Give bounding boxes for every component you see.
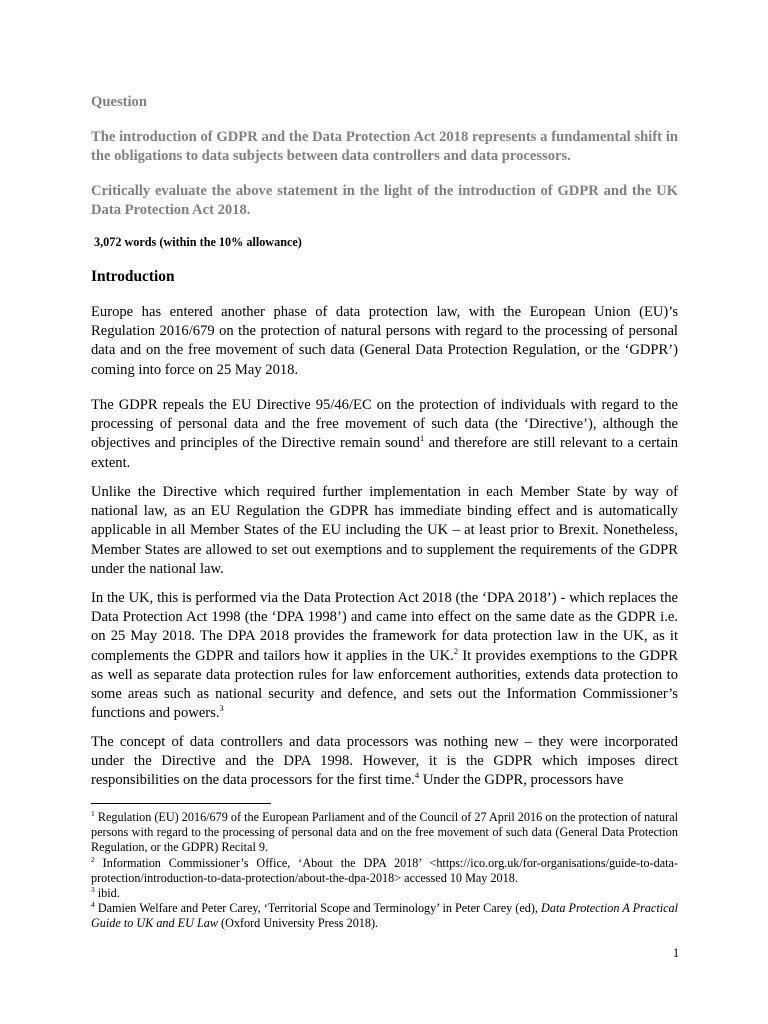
paragraph-2-text-a: The GDPR repeals the EU Directive 95/46/EC on the protection of individuals with regard to the processing of personal data and the free movement of such data (the ‘Directive’), although the objectives and principles of the Directive remain sound — [91, 397, 678, 452]
footnote-3-text: ibid. — [94, 886, 120, 901]
paragraph-2-text-b: and therefore are still relevant to a certain extent. — [91, 435, 678, 471]
footnote-4-book-title: Data Protection A Practical Guide to UK and EU Law — [91, 901, 678, 931]
paragraph-5-text-b: Under the GDPR, processors have — [419, 772, 624, 789]
footnote-ref-4[interactable]: 4 — [414, 770, 420, 781]
footnote-2-text: Information Commissioner’s Office, ‘About the DPA 2018’ <https://ico.org.uk/for-organisations/guide-to-data-protection/introduction-to-data-protection/about-the-dpa-2018> accessed 10 May 2018. — [91, 855, 678, 885]
footnote-4-number: 4 — [91, 900, 95, 910]
paragraph-2 — [91, 396, 678, 473]
paragraph-3: Unlike the Directive which required further implementation in each Member State by way of national law, as an EU Regulation the GDPR has immediate binding effect and is automatically applicable in all Member States of the EU including the UK – at least prior to Brexit. Nonetheless, Member States are allowed to set out exemptions and to supplement the requirements of the GDPR under the national law. — [91, 484, 678, 577]
footnote-3 — [91, 886, 678, 901]
question-label: Question — [91, 94, 147, 110]
paragraph-5-text-a: The concept of data controllers and data processors was nothing new – they were incorporated under the Directive and the DPA 1998. However, it is the GDPR which imposes direct responsibilities on the data processors for the first time. — [91, 734, 678, 789]
footnote-3-number: 3 — [91, 884, 95, 894]
footnote-ref-2[interactable]: 2 — [453, 645, 459, 656]
footnote-1-text: Regulation (EU) 2016/679 of the European Parliament and of the Council of 27 April 2016 on the protection of natural persons with regard to the processing of personal data and on the free movement of such data (General Data Protection Regulation, or the GDPR) Recital 9. — [91, 810, 678, 855]
paragraph-4 — [91, 589, 678, 723]
section-heading: Introduction — [91, 268, 175, 285]
question-task: Critically evaluate the above statement in the light of the introduction of GDPR and the UK Data Protection Act 2018. — [91, 183, 678, 218]
paragraph-4-text-b: It provides exemptions to the GDPR as well as separate data protection rules for law enforcement authorities, extends data protection to some areas such as national security and defence, and sets out the Information Commissioner’s functions and powers. — [91, 647, 678, 722]
footnote-4-text-a: Damien Welfare and Peter Carey, ‘Territorial Scope and Terminology’ in Peter Carey (ed), — [94, 901, 542, 916]
footnotes — [91, 810, 678, 932]
footnote-1 — [91, 810, 678, 856]
page-number: 1 — [673, 946, 680, 960]
word-count: 3,072 words (within the 10% allowance) — [94, 235, 302, 249]
footnote-2 — [91, 856, 678, 886]
question-statement: The introduction of GDPR and the Data Protection Act 2018 represents a fundamental shift in the obligations to data subjects between data controllers and data processors. — [91, 129, 678, 164]
footnote-1-number: 1 — [91, 808, 95, 818]
footnote-ref-3[interactable]: 3 — [219, 703, 224, 714]
paragraph-1: Europe has entered another phase of data protection law, with the European Union (EU)’s Regulation 2016/679 on the protection of natural persons with regard to the processing of personal data and on the free movement of such data (General Data Protection Regulation, or the ‘GDPR’) coming into force on 25 May 2018. — [91, 304, 678, 378]
paragraph-4-text-a: In the UK, this is performed via the Data Protection Act 2018 (the ‘DPA 2018’) - which replaces the Data Protection Act 1998 (the ‘DPA 1998’) and came into effect on the same date as the GDPR i.e. on 25 May 2018. The DPA 2018 provides the framework for data protection law in the UK, as it complements the GDPR and tailors how it applies in the UK. — [91, 590, 678, 664]
footnote-4 — [91, 901, 678, 931]
footnote-4-text-b: (Oxford University Press 2018). — [217, 916, 379, 931]
footnote-ref-1[interactable]: 1 — [419, 433, 425, 444]
paragraph-5 — [91, 733, 678, 791]
footnote-separator — [91, 803, 271, 804]
footnote-2-number: 2 — [91, 854, 95, 864]
